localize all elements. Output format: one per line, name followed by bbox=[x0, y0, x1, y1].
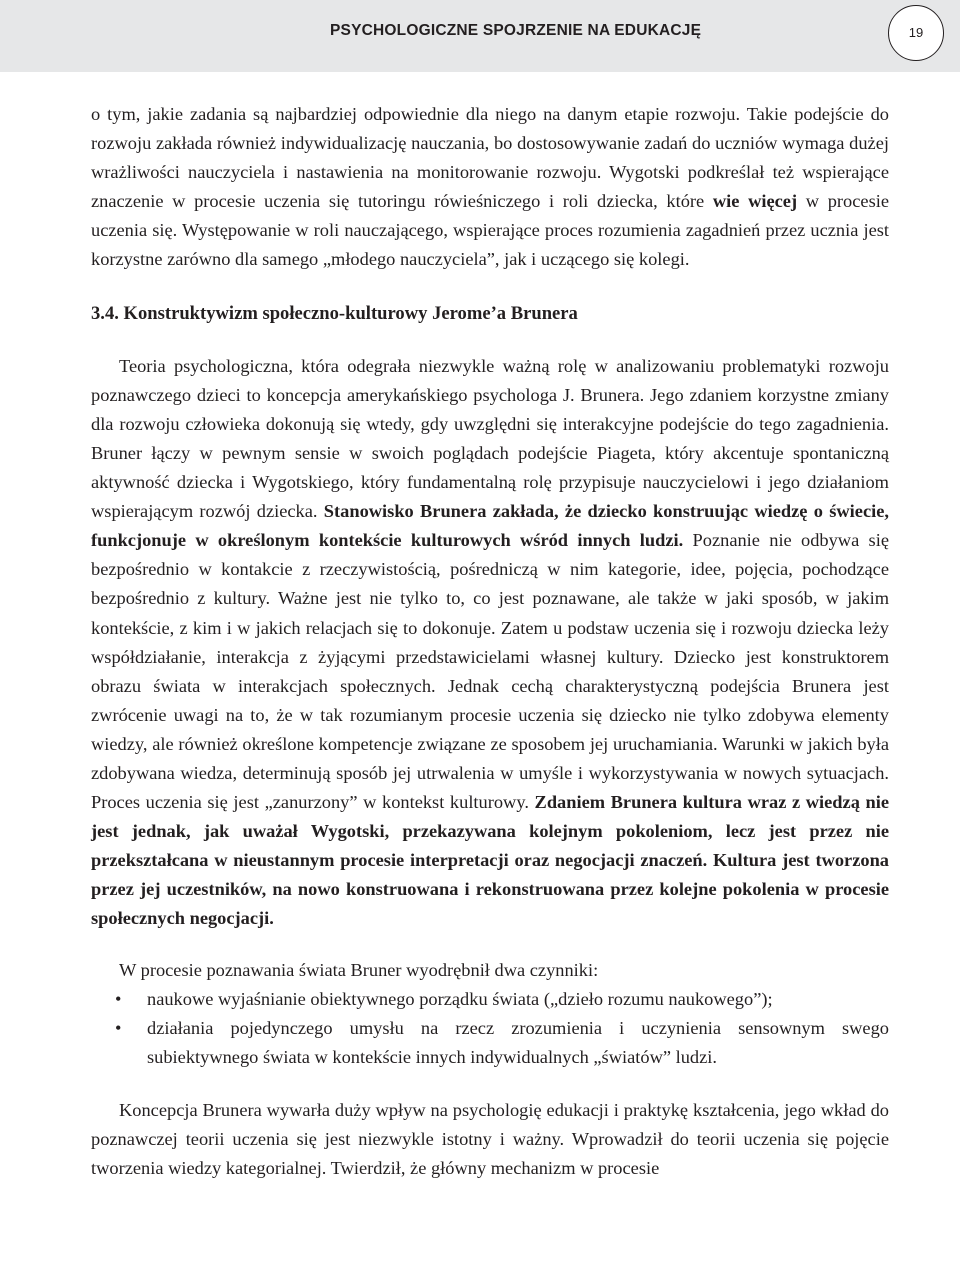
paragraph-wygotski bbox=[91, 100, 889, 275]
list-item-text: działania pojedynczego umysłu na rzecz zrozumienia i uczynienia sensownym swego subiektywnego świata w kontekście innych indywidualnych „światów” ludzi. bbox=[147, 1017, 889, 1067]
paragraph-conclusion: Koncepcja Brunera wywarła duży wpływ na psychologię edukacji i praktykę kształcenia, jego wkład do poznawczej teorii uczenia się jest niezwykle istotny i ważny. Wprowadził do teorii uczenia się pojęcie tworzenia wiedzy kategorialnej. Twierdził, że główny mechanizm w procesie bbox=[91, 1099, 889, 1179]
emphasis-text: Stanowisko Brunera zakłada, że dziecko konstruując wiedzę o świecie, funkcjonuje w określonym kontekście kulturowych wśród innych ludzi. bbox=[91, 501, 889, 551]
page-number: 19 bbox=[888, 5, 944, 61]
bullet-icon: • bbox=[115, 988, 122, 1009]
paragraph-text: o tym, jakie zadania są najbardziej odpowiednie dla niego na danym etapie rozwoju. Takie podejście do rozwoju zakłada również indywidualizację nauczania, bo dostosowywanie zadań do uczniów wymaga dużej wrażliwości nauczyciela i nastawienia na monitorowanie rozwoju. Wygotski podkreślał też wspierające znaczenie w procesie uczenia się tutoringu rówieśniczego i roli dziecka, które bbox=[91, 104, 889, 212]
list-item bbox=[91, 985, 889, 1014]
running-header bbox=[0, 0, 960, 72]
bullet-icon: • bbox=[115, 1017, 122, 1038]
paragraph-text: w procesie uczenia się. Występowanie w roli nauczającego, wspierające proces rozumienia zagadnień przez ucznia jest korzystne zarówno dla samego „młodego nauczyciela”, jak i uczącego się kolegi. bbox=[91, 191, 889, 270]
paragraph-bruner bbox=[91, 352, 889, 934]
header-title: PSYCHOLOGICZNE SPOJRZENIE NA EDUKACJĘ bbox=[330, 22, 702, 39]
page-content bbox=[91, 100, 889, 1183]
list-item bbox=[91, 1014, 889, 1072]
emphasis-text: Zdaniem Brunera kultura wraz z wiedzą nie jest jednak, jak uważał Wygotski, przekazywana kolejnym pokoleniom, lecz jest przez nie przekształcana w nieustannym procesie interpretacji oraz negocjacji znaczeń. Kultura jest tworzona przez jej uczestników, na nowo konstruowana i rekonstruowana przez kolejne pokolenia w procesie społecznych negocjacji. bbox=[91, 792, 889, 929]
list-item-text: naukowe wyjaśnianie obiektywnego porządku świata („dzieło rozumu naukowego”); bbox=[147, 988, 773, 1009]
section-heading: 3.4. Konstruktywizm społeczno-kulturowy Jerome’a Brunera bbox=[91, 302, 578, 324]
paragraph-text: Teoria psychologiczna, która odegrała niezwykle ważną rolę w analizowaniu problematyki rozwoju poznawczego dzieci to koncepcja amerykańskiego psychologa J. Brunera. Jego zdaniem korzystne zmiany dla rozwoju człowieka dokonują się wtedy, gdy uwzględni się interakcyjne podejście do tego zagadnienia. Bruner łączy w pewnym sensie w swoich poglądach podejście Piageta, który akcentuje spontaniczną aktywność dziecka i Wygotskiego, który fundamentalną rolę przypisuje nauczycielowi i jego działaniom wspierającym rozwój dziecka. bbox=[91, 355, 889, 522]
paragraph-factors-intro: W procesie poznawania świata Bruner wyodrębnił dwa czynniki: bbox=[119, 959, 599, 980]
paragraph-text: Poznanie nie odbywa się bezpośrednio w kontakcie z rzeczywistością, pośredniczą w nim kategorie, idee, pojęcia, pochodzące bezpośrednio z kultury. Ważne jest nie tylko to, co jest poznawane, ale także w jaki sposób, w jakim kontekście, z kim i w jakich relacjach się to dokonuje. Zatem u podstaw uczenia się i rozwoju dziecka leży współdziałanie, interakcja z żyjącymi przedstawicielami własnej kultury. Dziecko jest konstruktorem obrazu świata w interakcjach społecznych. Jednak cechą charakterystyczną podejścia Brunera jest zwrócenie uwagi na to, że w tak rozumianym procesie uczenia się dziecko nie tylko zdobywa elementy wiedzy, ale również określone kompetencje związane ze sposobem jej uruchamiania. Warunki w jakich była zdobywana wiedza, determinują sposób jej utrwalenia w umyśle i wykorzystywania w nowych sytuacjach. Proces uczenia się jest „zanurzony” w kontekst kulturowy. bbox=[91, 530, 889, 813]
emphasis-text: wie więcej bbox=[712, 191, 798, 212]
bullet-list bbox=[91, 985, 889, 1072]
